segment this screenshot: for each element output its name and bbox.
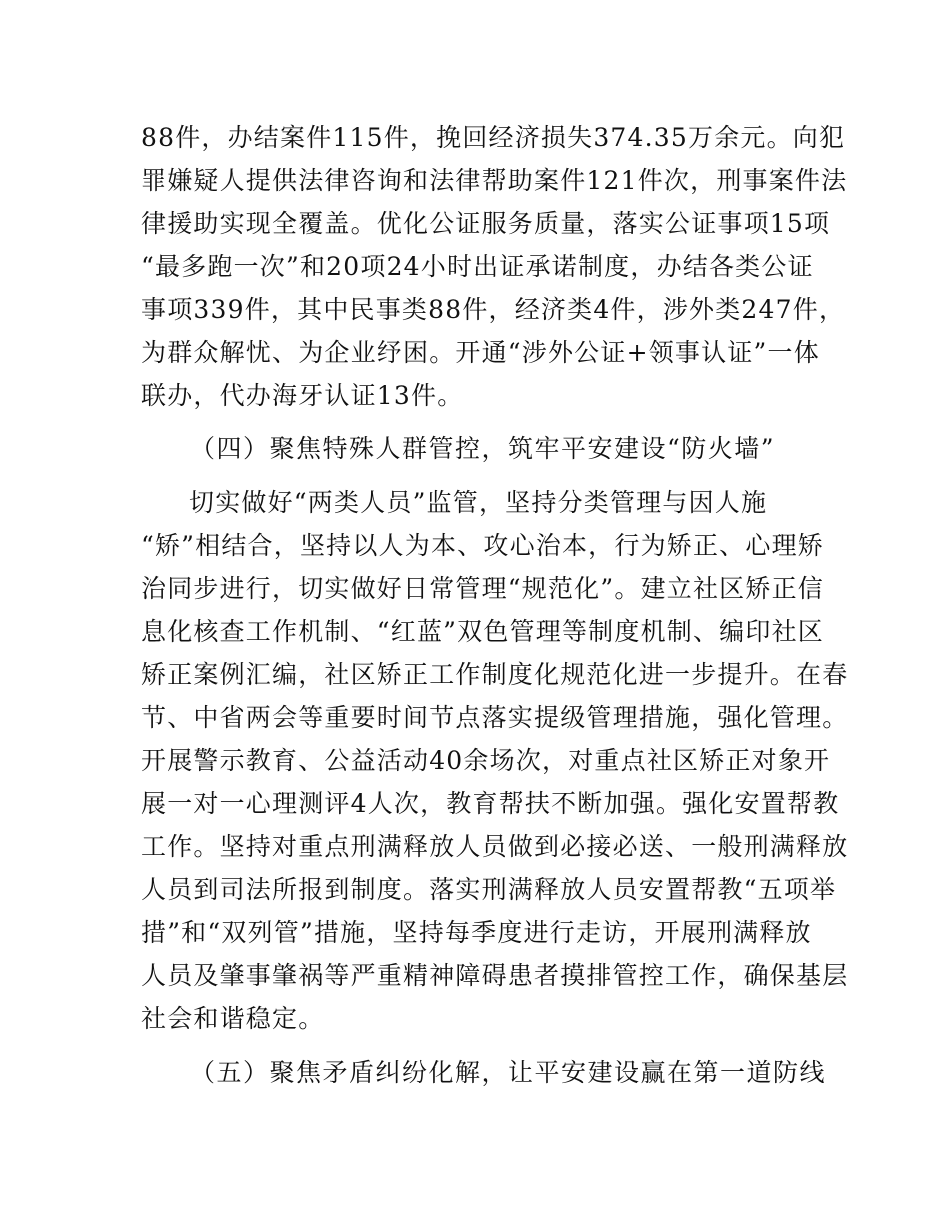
text-line: 联办，代办海牙认证13件。 bbox=[141, 381, 464, 410]
text-line: 为群众解忧、为企业纾困。开通“涉外公证+领事认证”一体 bbox=[141, 338, 820, 367]
text-line: 展一对一心理测评4人次，教育帮扶不断加强。强化安置帮教 bbox=[141, 789, 840, 818]
text-line: 息化核查工作机制、“红蓝”双色管理等制度机制、编印社区 bbox=[141, 617, 824, 646]
section-heading-4: （四）聚焦特殊人群管控，筑牢平安建设“防火墙” bbox=[190, 434, 776, 463]
text-line: 88件，办结案件115件，挽回经济损失374.35万余元。向犯 bbox=[141, 123, 846, 152]
text-line: 律援助实现全覆盖。优化公证服务质量，落实公证事项15项 bbox=[141, 209, 831, 238]
text-line: 事项339件，其中民事类88件，经济类4件，涉外类247件， bbox=[141, 295, 846, 324]
text-line: 措”和“双列管”措施，坚持每季度进行走访，开展刑满释放 bbox=[141, 918, 812, 947]
section-heading-5: （五）聚焦矛盾纠纷化解，让平安建设赢在第一道防线 bbox=[190, 1058, 827, 1087]
text-line: 罪嫌疑人提供法律咨询和法律帮助案件121件次，刑事案件法 bbox=[141, 166, 848, 195]
text-line: “矫”相结合，坚持以人为本、攻心治本，行为矫正、心理矫 bbox=[141, 531, 824, 560]
text-line: “最多跑一次”和20项24小时出证承诺制度，办结各类公证 bbox=[141, 252, 814, 281]
text-line: 节、中省两会等重要时间节点落实提级管理措施，强化管理。 bbox=[141, 703, 849, 732]
text-line: 人员及肇事肇祸等严重精神障碍患者摸排管控工作，确保基层 bbox=[141, 961, 849, 990]
text-line: 治同步进行，切实做好日常管理“规范化”。建立社区矫正信 bbox=[141, 574, 824, 603]
text-line: 切实做好“两类人员”监管，坚持分类管理与因人施 bbox=[189, 488, 768, 517]
text-line: 开展警示教育、公益活动40余场次，对重点社区矫正对象开 bbox=[141, 746, 831, 775]
text-line: 矫正案例汇编，社区矫正工作制度化规范化进一步提升。在春 bbox=[141, 660, 849, 689]
text-line: 人员到司法所报到制度。落实刑满释放人员安置帮教“五项举 bbox=[141, 875, 837, 904]
text-line: 社会和谐稳定。 bbox=[141, 1004, 325, 1033]
text-line: 工作。坚持对重点刑满释放人员做到必接必送、一般刑满释放 bbox=[141, 832, 849, 861]
